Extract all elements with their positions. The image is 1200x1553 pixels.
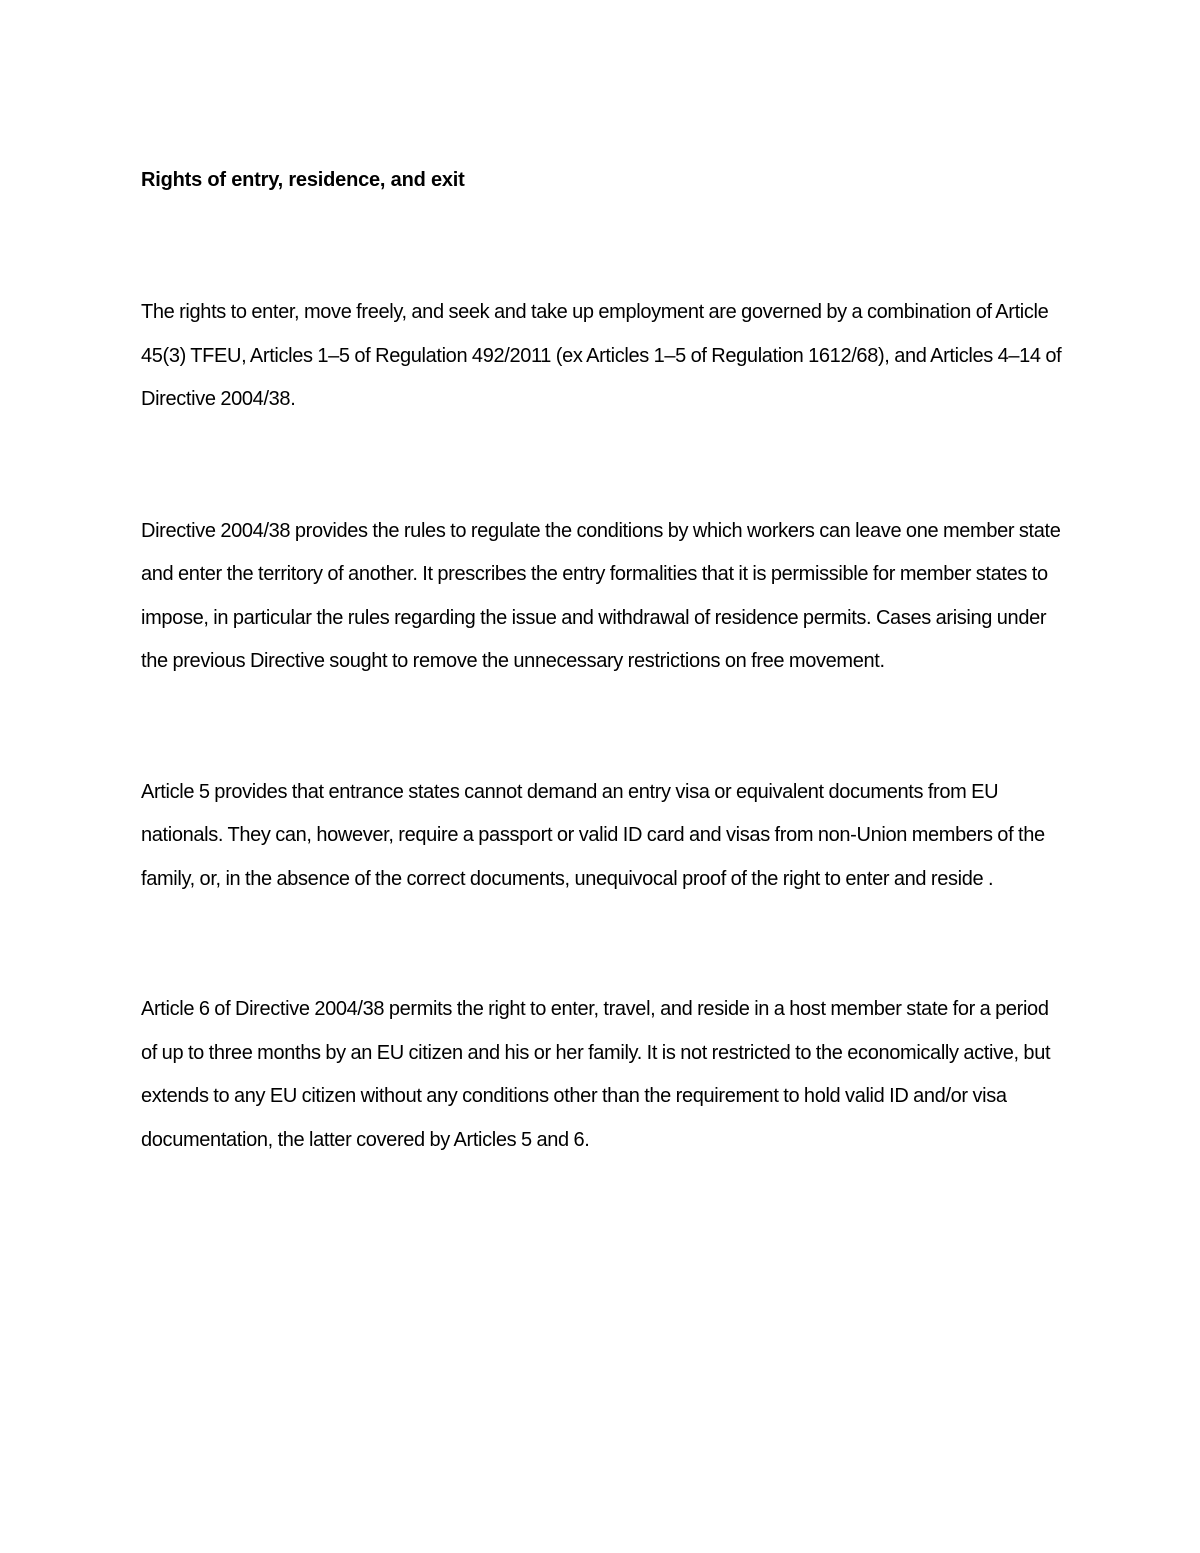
paragraph-article-6: Article 6 of Directive 2004/38 permits the right to enter, travel, and reside in a host member state for a period of up to three months by an EU citizen and his or her family. It is not restricted to the economically active, but extends to any EU citizen without any conditions other than the requirement to hold valid ID and/or visa documentation, the latter covered by Articles 5 and 6. <box>141 998 1051 1151</box>
paragraph-directive-rules: Directive 2004/38 provides the rules to regulate the conditions by which workers can leave one member state and enter the territory of another. It prescribes the entry formalities that it is permissible for member states to impose, in particular the rules regarding the issue and withdrawal of residence permits. Cases arising under the previous Directive sought to remove the unnecessary restrictions on free movement. <box>141 519 1061 672</box>
document-title: Rights of entry, residence, and exit <box>141 169 465 191</box>
paragraph-rights-governance: The rights to enter, move freely, and seek and take up employment are governed by a combination of Article 45(3) TFEU, Articles 1–5 of Regulation 492/2011 (ex Articles 1–5 of Regulation 1612/68), and Articles 4–14 of Directive 2004/38. <box>141 301 1062 410</box>
paragraph-article-5: Article 5 provides that entrance states cannot demand an entry visa or equivalent documents from EU nationals. They can, however, require a passport or valid ID card and visas from non-Union members of the family, or, in the absence of the correct documents, unequivocal proof of the right to enter and reside . <box>141 780 1045 890</box>
document-body <box>141 162 1066 1162</box>
